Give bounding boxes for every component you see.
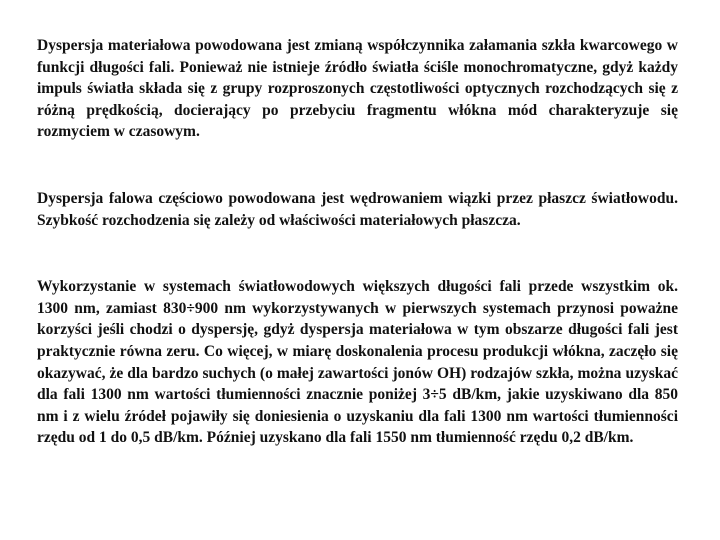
paragraph-waveguide-dispersion: Dyspersja falowa częściowo powodowana jest wędrowaniem wiązki przez płaszcz światłowodu. Szybkość rozchodzenia się zależy od właściwości materiałowych płaszcza. (37, 189, 678, 229)
paragraph-longer-wavelengths: Wykorzystanie w systemach światłowodowych większych długości fali przede wszystkim ok. 1300 nm, zamiast 830÷900 nm wykorzystywanych w pierwszych systemach przynosi poważne korzyści jeśli chodzi o dyspersję, gdyż dyspersja materiałowa w tym obszarze długości fali jest praktycznie równa zeru. Co więcej, w miarę doskonalenia procesu produkcji włókna, zaczęło się okazywać, że dla bardzo suchych (o małej zawartości jonów OH) rodzajów szkła, można uzyskać dla fali 1300 nm wartości tłumienności znacznie poniżej 3÷5 dB/km, jakie uzyskiwano dla 850 nm i z wielu źródeł pojawiły się doniesienia o uzyskaniu dla fali 1300 nm wartości tłumienności rzędu od 1 do 0,5 dB/km. Później uzyskano dla fali 1550 nm tłumienność rzędu 0,2 dB/km. (37, 278, 678, 447)
paragraph-material-dispersion: Dyspersja materiałowa powodowana jest zmianą współczynnika załamania szkła kwarcowego w funkcji długości fali. Ponieważ nie istnieje źródło światła ściśle monochromatyczne, gdyż każdy impuls światła składa się z grupy rozproszonych częstotliwości optycznych rozchodzących się z różną prędkością, docierający po przebyciu fragmentu włókna mód charakteryzuje się rozmyciem w czasowym. (37, 37, 678, 141)
document-page (37, 35, 678, 449)
